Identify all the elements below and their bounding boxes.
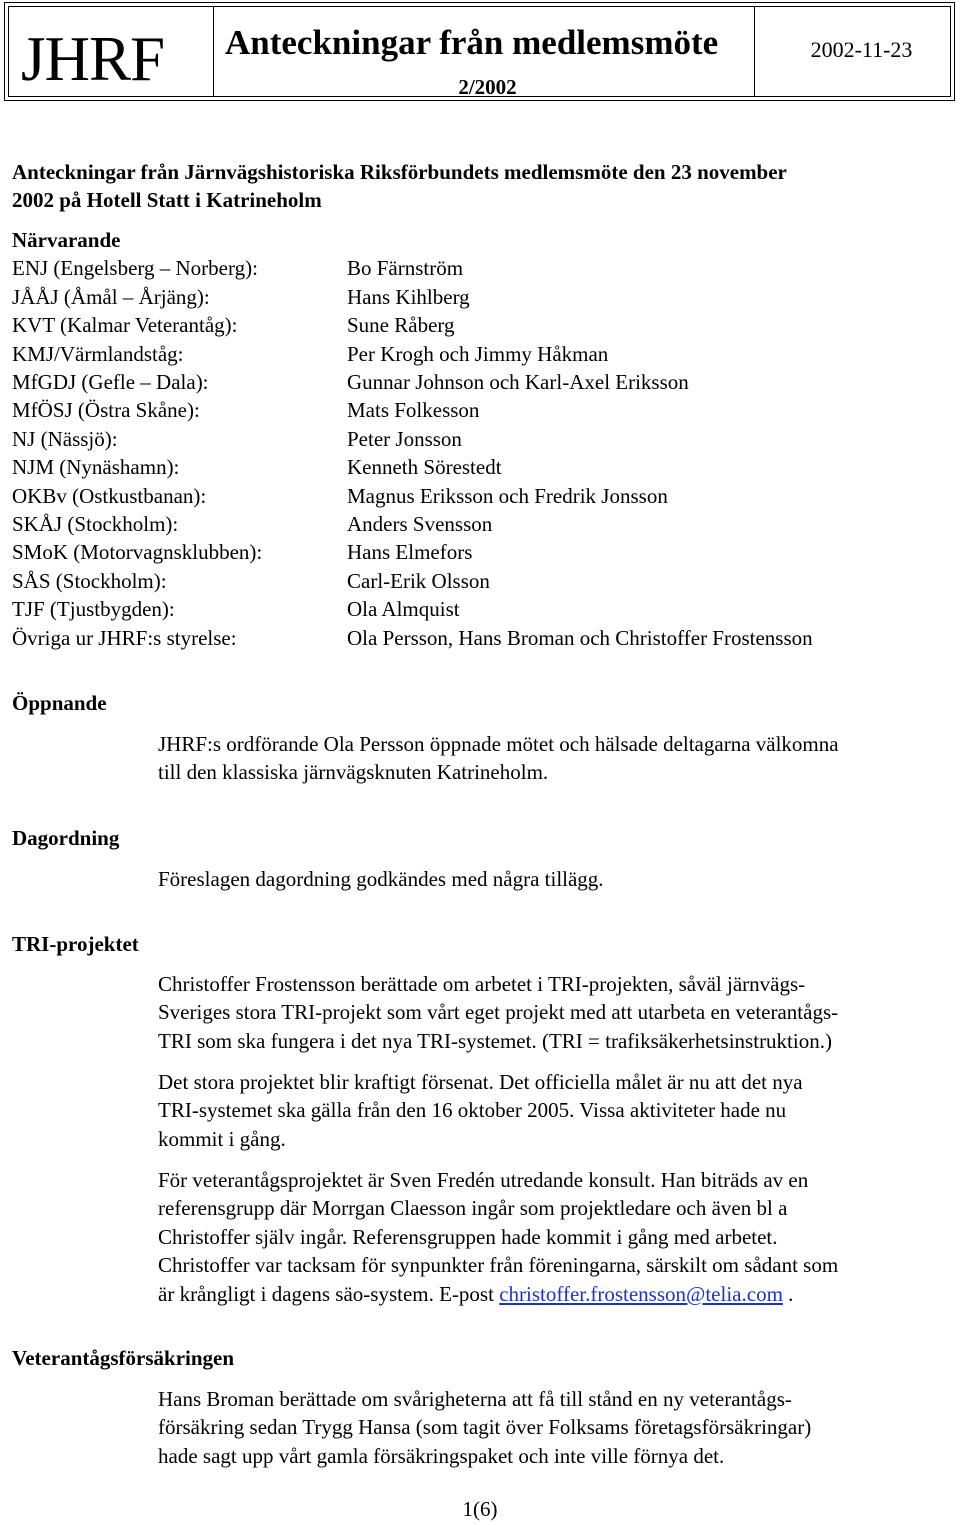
attendance-representatives: Kenneth Sörestedt (347, 455, 502, 480)
text-line: försäkring sedan Trygg Hansa (som tagit över Folksams företagsförsäkringar) (158, 1415, 812, 1440)
email-link[interactable]: christoffer.frostensson@telia.com (499, 1281, 783, 1306)
attendance-representatives: Sune Råberg (347, 313, 455, 338)
header-logo: JHRF (21, 24, 165, 94)
attendance-row (12, 453, 952, 481)
header-title: Anteckningar från medlemsmöte (225, 23, 719, 62)
header-divider (213, 7, 214, 96)
text-line: Föreslagen dagordning godkändes med några tillägg. (158, 867, 604, 891)
text-line: För veterantågsprojektet är Sven Fredén utredande konsult. Han biträds av en (158, 1168, 809, 1192)
heading-line: 2002 på Hotell Statt i Katrineholm (12, 188, 322, 212)
attendance-row (12, 567, 952, 595)
attendance-representatives: Gunnar Johnson och Karl-Axel Eriksson (347, 370, 689, 395)
attendance-row (12, 595, 952, 623)
attendance-row (12, 538, 952, 566)
header-issue-number: 2/2002 (458, 75, 517, 99)
attendance-organization: MfÖSJ (Östra Skåne): (12, 398, 200, 423)
header-inner-frame (8, 6, 951, 97)
attendance-representatives: Mats Folkesson (347, 398, 480, 423)
attendance-organization: SÅS (Stockholm): (12, 568, 167, 593)
header-divider (754, 7, 755, 96)
attendance-row (12, 311, 952, 339)
attendance-representatives: Carl-Erik Olsson (347, 568, 490, 593)
text-line: Det stora projektet blir kraftigt försenat. Det officiella målet är nu att det nya (158, 1070, 803, 1094)
attendance-organization: Övriga ur JHRF:s styrelse: (12, 625, 237, 650)
section-body-tri-p3 (158, 1166, 958, 1308)
attendance-representatives: Anders Svensson (347, 512, 493, 537)
attendance-row (12, 482, 952, 510)
attendance-row (12, 340, 952, 368)
attendance-representatives: Magnus Eriksson och Fredrik Jonsson (347, 483, 668, 508)
section-body-tri-p2 (158, 1068, 958, 1153)
attendance-row (12, 396, 952, 424)
attendance-row (12, 368, 952, 396)
text-line: Christoffer var tacksam för synpunkter från föreningarna, särskilt om sådant som (158, 1253, 839, 1278)
attendance-organization: JÅÅJ (Åmål – Årjäng): (12, 284, 210, 309)
section-title-tri: TRI-projektet (12, 932, 139, 956)
attendance-organization: MfGDJ (Gefle – Dala): (12, 370, 209, 395)
attendance-row (12, 624, 952, 652)
attendance-organization: KVT (Kalmar Veterantåg): (12, 313, 238, 338)
attendance-organization: SMoK (Motorvagnsklubben): (12, 540, 263, 565)
attendance-row (12, 283, 952, 311)
attendance-label: Närvarande (12, 228, 121, 252)
text-line: till den klassiska järnvägsknuten Katrineholm. (158, 760, 549, 785)
attendance-organization: NJM (Nynäshamn): (12, 455, 180, 480)
text-line: TRI som ska fungera i det nya TRI-systemet. (TRI = trafiksäkerhetsinstruktion.) (158, 1028, 832, 1053)
section-body-dagordning (158, 865, 958, 893)
section-title-forsakring: Veterantågsförsäkringen (12, 1346, 235, 1370)
attendance-list (12, 254, 952, 652)
document-heading (12, 158, 942, 214)
section-body-tri-p1 (158, 970, 958, 1055)
section-title-dagordning: Dagordning (12, 826, 120, 850)
attendance-representatives: Per Krogh och Jimmy Håkman (347, 341, 609, 366)
text-fragment: . (782, 1281, 794, 1306)
header-date: 2002-11-23 (810, 37, 913, 62)
attendance-organization: SKÅJ (Stockholm): (12, 512, 179, 537)
text-line: referensgrupp där Morrgan Claesson ingår som projektledare och även bl a (158, 1196, 788, 1221)
section-body-forsakring (158, 1385, 958, 1470)
heading-line: Anteckningar från Järnvägshistoriska Riksförbundets medlemsmöte den 23 november (12, 160, 787, 184)
attendance-organization: NJ (Nässjö): (12, 426, 118, 451)
text-line: kommit i gång. (158, 1126, 286, 1151)
attendance-organization: TJF (Tjustbygden): (12, 597, 175, 622)
section-body-oppnande (158, 730, 958, 787)
attendance-representatives: Peter Jonsson (347, 426, 462, 451)
attendance-representatives: Ola Persson, Hans Broman och Christoffer Frostensson (347, 625, 813, 650)
text-line: Christoffer Frostensson berättade om arbetet i TRI-projekten, såväl järnvägs- (158, 972, 806, 996)
attendance-representatives: Ola Almquist (347, 597, 460, 622)
text-line: Christoffer själv ingår. Referensgruppen hade kommit i gång med arbetet. (158, 1224, 778, 1249)
attendance-row (12, 510, 952, 538)
attendance-representatives: Hans Kihlberg (347, 284, 470, 309)
document-header (4, 2, 955, 101)
attendance-organization: OKBv (Ostkustbanan): (12, 483, 207, 508)
attendance-section (12, 226, 952, 652)
text-line (158, 1280, 958, 1308)
section-title-oppnande: Öppnande (12, 691, 107, 715)
attendance-row (12, 254, 952, 282)
text-line: TRI-systemet ska gälla från den 16 oktober 2005. Vissa aktiviteter hade nu (158, 1098, 787, 1123)
page-number: 1(6) (462, 1497, 498, 1521)
text-line: Hans Broman berättade om svårigheterna att få till stånd en ny veterantågs- (158, 1387, 792, 1411)
attendance-representatives: Bo Färnström (347, 256, 464, 281)
text-line: Sveriges stora TRI-projekt som vårt eget projekt med att utarbeta en veterantågs- (158, 1000, 839, 1025)
attendance-organization: ENJ (Engelsberg – Norberg): (12, 256, 258, 281)
attendance-representatives: Hans Elmefors (347, 540, 473, 565)
attendance-organization: KMJ/Värmlandståg: (12, 341, 184, 366)
attendance-row (12, 425, 952, 453)
text-fragment: är krångligt i dagens säo-system. E-post (158, 1281, 500, 1306)
text-line: hade sagt upp vårt gamla försäkringspaket och inte ville förnya det. (158, 1443, 725, 1468)
text-line: JHRF:s ordförande Ola Persson öppnade mötet och hälsade deltagarna välkomna (158, 732, 839, 756)
